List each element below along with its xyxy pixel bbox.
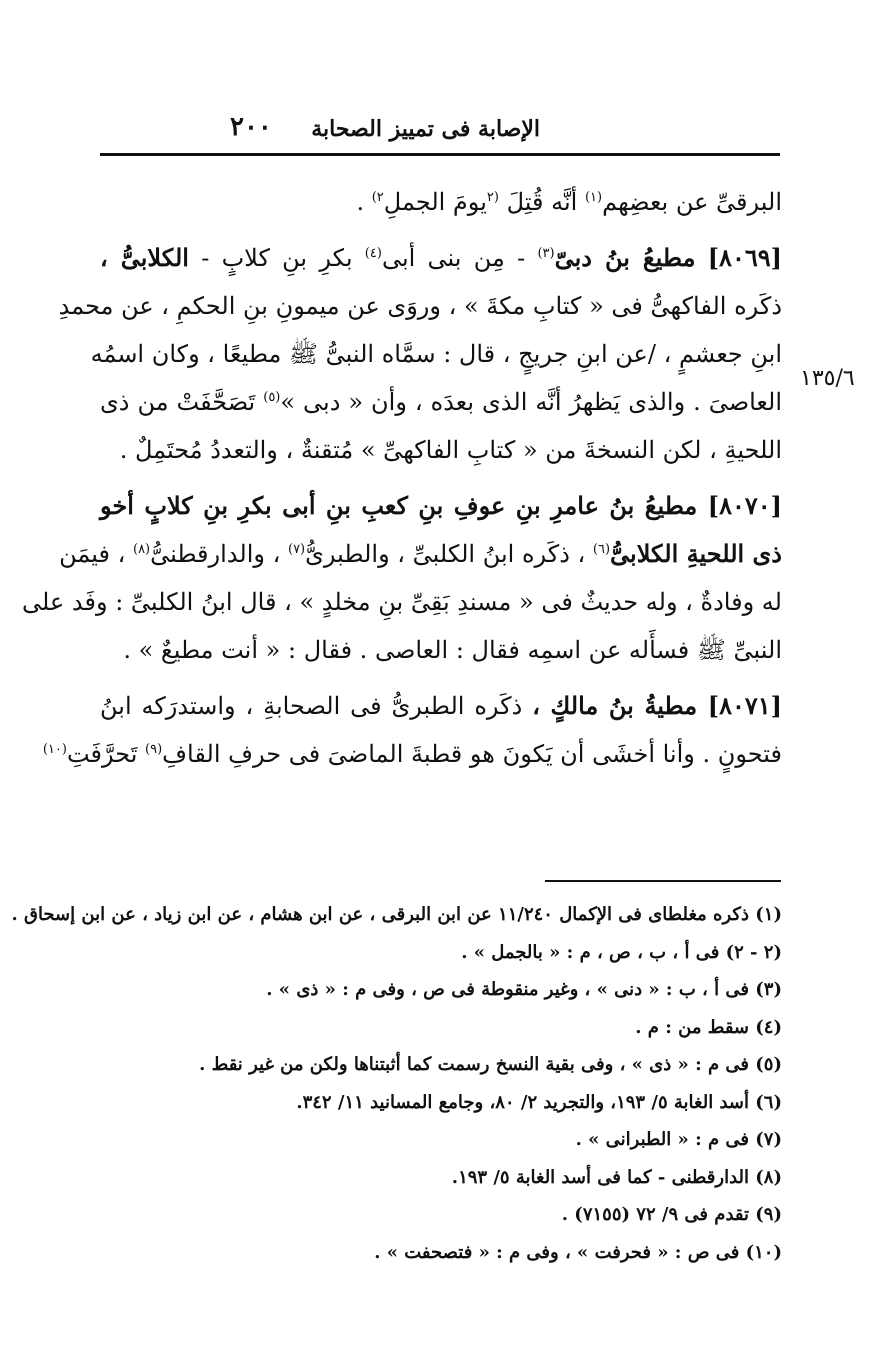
footnote-marker: (٥) bbox=[263, 390, 281, 405]
page-number: ٢٠٠ bbox=[230, 112, 272, 142]
entry-8069-heading: [٨٠٦٩] مطيعُ بنُ دبىّ$^{(٣)}$ - مِن بنى أبى$^{(٤)}$ بكرِ بنِ كلابٍ - الكلابىُّ ، bbox=[100, 243, 782, 272]
footnote-marker: (٧) bbox=[287, 542, 306, 557]
footnote: (٢ - ٢) فى أ ، ب ، ص ، م : « بالجمل » . bbox=[461, 941, 782, 963]
text-line: اللحيةِ ، لكن النسخةَ من « كتابِ الفاكهىِّ » مُتقنةٌ ، والتعددُ مُحتَمِلٌ . bbox=[119, 436, 782, 464]
footnote-marker: (٢ bbox=[486, 190, 499, 205]
text-line: البرقىِّ عن بعضِهم$^{(١)}$ أنَّه قُتِلَ $^{(٢}$يومَ الجملِ$^{٢)}$ . bbox=[356, 188, 782, 216]
footnote-marker: (٣) bbox=[537, 246, 555, 261]
text-line: فتحونٍ . وأنا أخشَى أن يَكونَ هو قطبةَ الماضىَ فى حرفِ القافِ$^{(٩)}$ تَحرَّفَتِ$^{(١٠)}$ bbox=[42, 740, 782, 768]
footnote: (٦) أسد الغابة ٥/ ١٩٣، والتجريد ٢/ ٨٠، وجامع المسانيد ١١/ ٣٤٢. bbox=[296, 1091, 782, 1113]
text-line: ذى اللحيةِ الكلابىُّ$^{(٦)}$ ، ذكَره ابنُ الكلبىِّ ، والطبرىُّ$^{(٧)}$ ، والدارقطنىُّ$^{(٨)}$ ، فيمَن bbox=[59, 539, 782, 568]
footnote-marker: ٢) bbox=[371, 190, 384, 205]
footnote: (٥) فى م : « ذى » ، وفى بقية النسخ رسمت كما أثبتناها ولكن من غير نقط . bbox=[199, 1054, 782, 1075]
footnote: (٨) الدارقطنى - كما فى أسد الغابة ٥/ ١٩٣. bbox=[451, 1166, 782, 1188]
footnote: (٣) فى أ ، ب : « دنى » ، وغير منقوطة فى ص ، وفى م : « ذى » . bbox=[266, 979, 782, 1000]
page-header bbox=[100, 112, 780, 152]
footnote: (١٠) فى ص : « فحرفت » ، وفى م : « فتصحفت » . bbox=[374, 1241, 782, 1263]
text-line: ابنِ جعشمٍ ، /عن ابنِ جريجٍ ، قال : سمَّاه النبىُّ ﷺ مطيعًا ، وكان اسمُه bbox=[90, 340, 782, 368]
text-line: له وفادةٌ ، وله حديثٌ فى « مسندِ بَقِىِّ بنِ مخلدٍ » ، قال ابنُ الكلبىِّ : وفَد على bbox=[22, 588, 782, 616]
entry-8070-heading: [٨٠٧٠] مطيعُ بنُ عامرِ بنِ عوفِ بنِ كعبِ بنِ أبى بكرِ بنِ كلابٍ أخو bbox=[100, 491, 782, 520]
footnote-marker: (٩) bbox=[145, 742, 163, 757]
margin-reference: ١٣٥/٦ bbox=[800, 366, 855, 391]
entry-8071-heading: [٨٠٧١] مطيةُ بنُ مالكٍ ، ذكَره الطبرىُّ فى الصحابةِ ، واستدرَكه ابنُ bbox=[100, 691, 782, 720]
text-line: العاصىَ . والذى يَظهرُ أنَّه الذى بعدَه ، وأن « دبى »$^{(٥)}$ تَصَحَّفَتْ من ذى bbox=[100, 388, 782, 416]
footnote-marker: (٨) bbox=[132, 542, 151, 557]
footnote-rule bbox=[545, 880, 781, 882]
footnote-marker: (٤) bbox=[364, 246, 382, 261]
text-line: النبىِّ ﷺ فسأَله عن اسمِه فقال : العاصى . فقال : « أنت مطيعٌ » . bbox=[123, 636, 782, 664]
main-text bbox=[22, 178, 782, 778]
footnote: (٧) فى م : « الطبرانى » . bbox=[575, 1129, 782, 1150]
footnote: (٩) تقدم فى ٩/ ٧٢ (٧١٥٥) . bbox=[561, 1204, 782, 1225]
running-title: الإصابة فى تمييز الصحابة bbox=[311, 116, 540, 142]
text-line: ذكَره الفاكهىُّ فى « كتابِ مكةَ » ، وروَى عن ميمونِ بنِ الحكمِ ، عن محمدِ bbox=[58, 292, 782, 320]
footnote: (١) ذكره مغلطاى فى الإكمال ١١/٢٤٠ عن ابن البرقى ، عن ابن هشام ، عن ابن زياد ، عن ابن إسحاق . bbox=[11, 904, 782, 925]
header-rule bbox=[100, 153, 780, 156]
footnote-marker: (١٠) bbox=[42, 742, 67, 757]
footnote: (٤) سقط من : م . bbox=[635, 1016, 782, 1038]
entry-name: مطيعُ بنُ دبىّ bbox=[554, 243, 696, 272]
footnote-marker: (١) bbox=[584, 190, 603, 205]
footnote-marker: (٦) bbox=[592, 542, 611, 557]
footnotes bbox=[11, 896, 782, 1271]
entry-name: [٨٠٧١] مطيةُ بنُ مالكٍ ، bbox=[532, 691, 782, 720]
entry-number: [٨٠٦٩] bbox=[707, 243, 782, 272]
